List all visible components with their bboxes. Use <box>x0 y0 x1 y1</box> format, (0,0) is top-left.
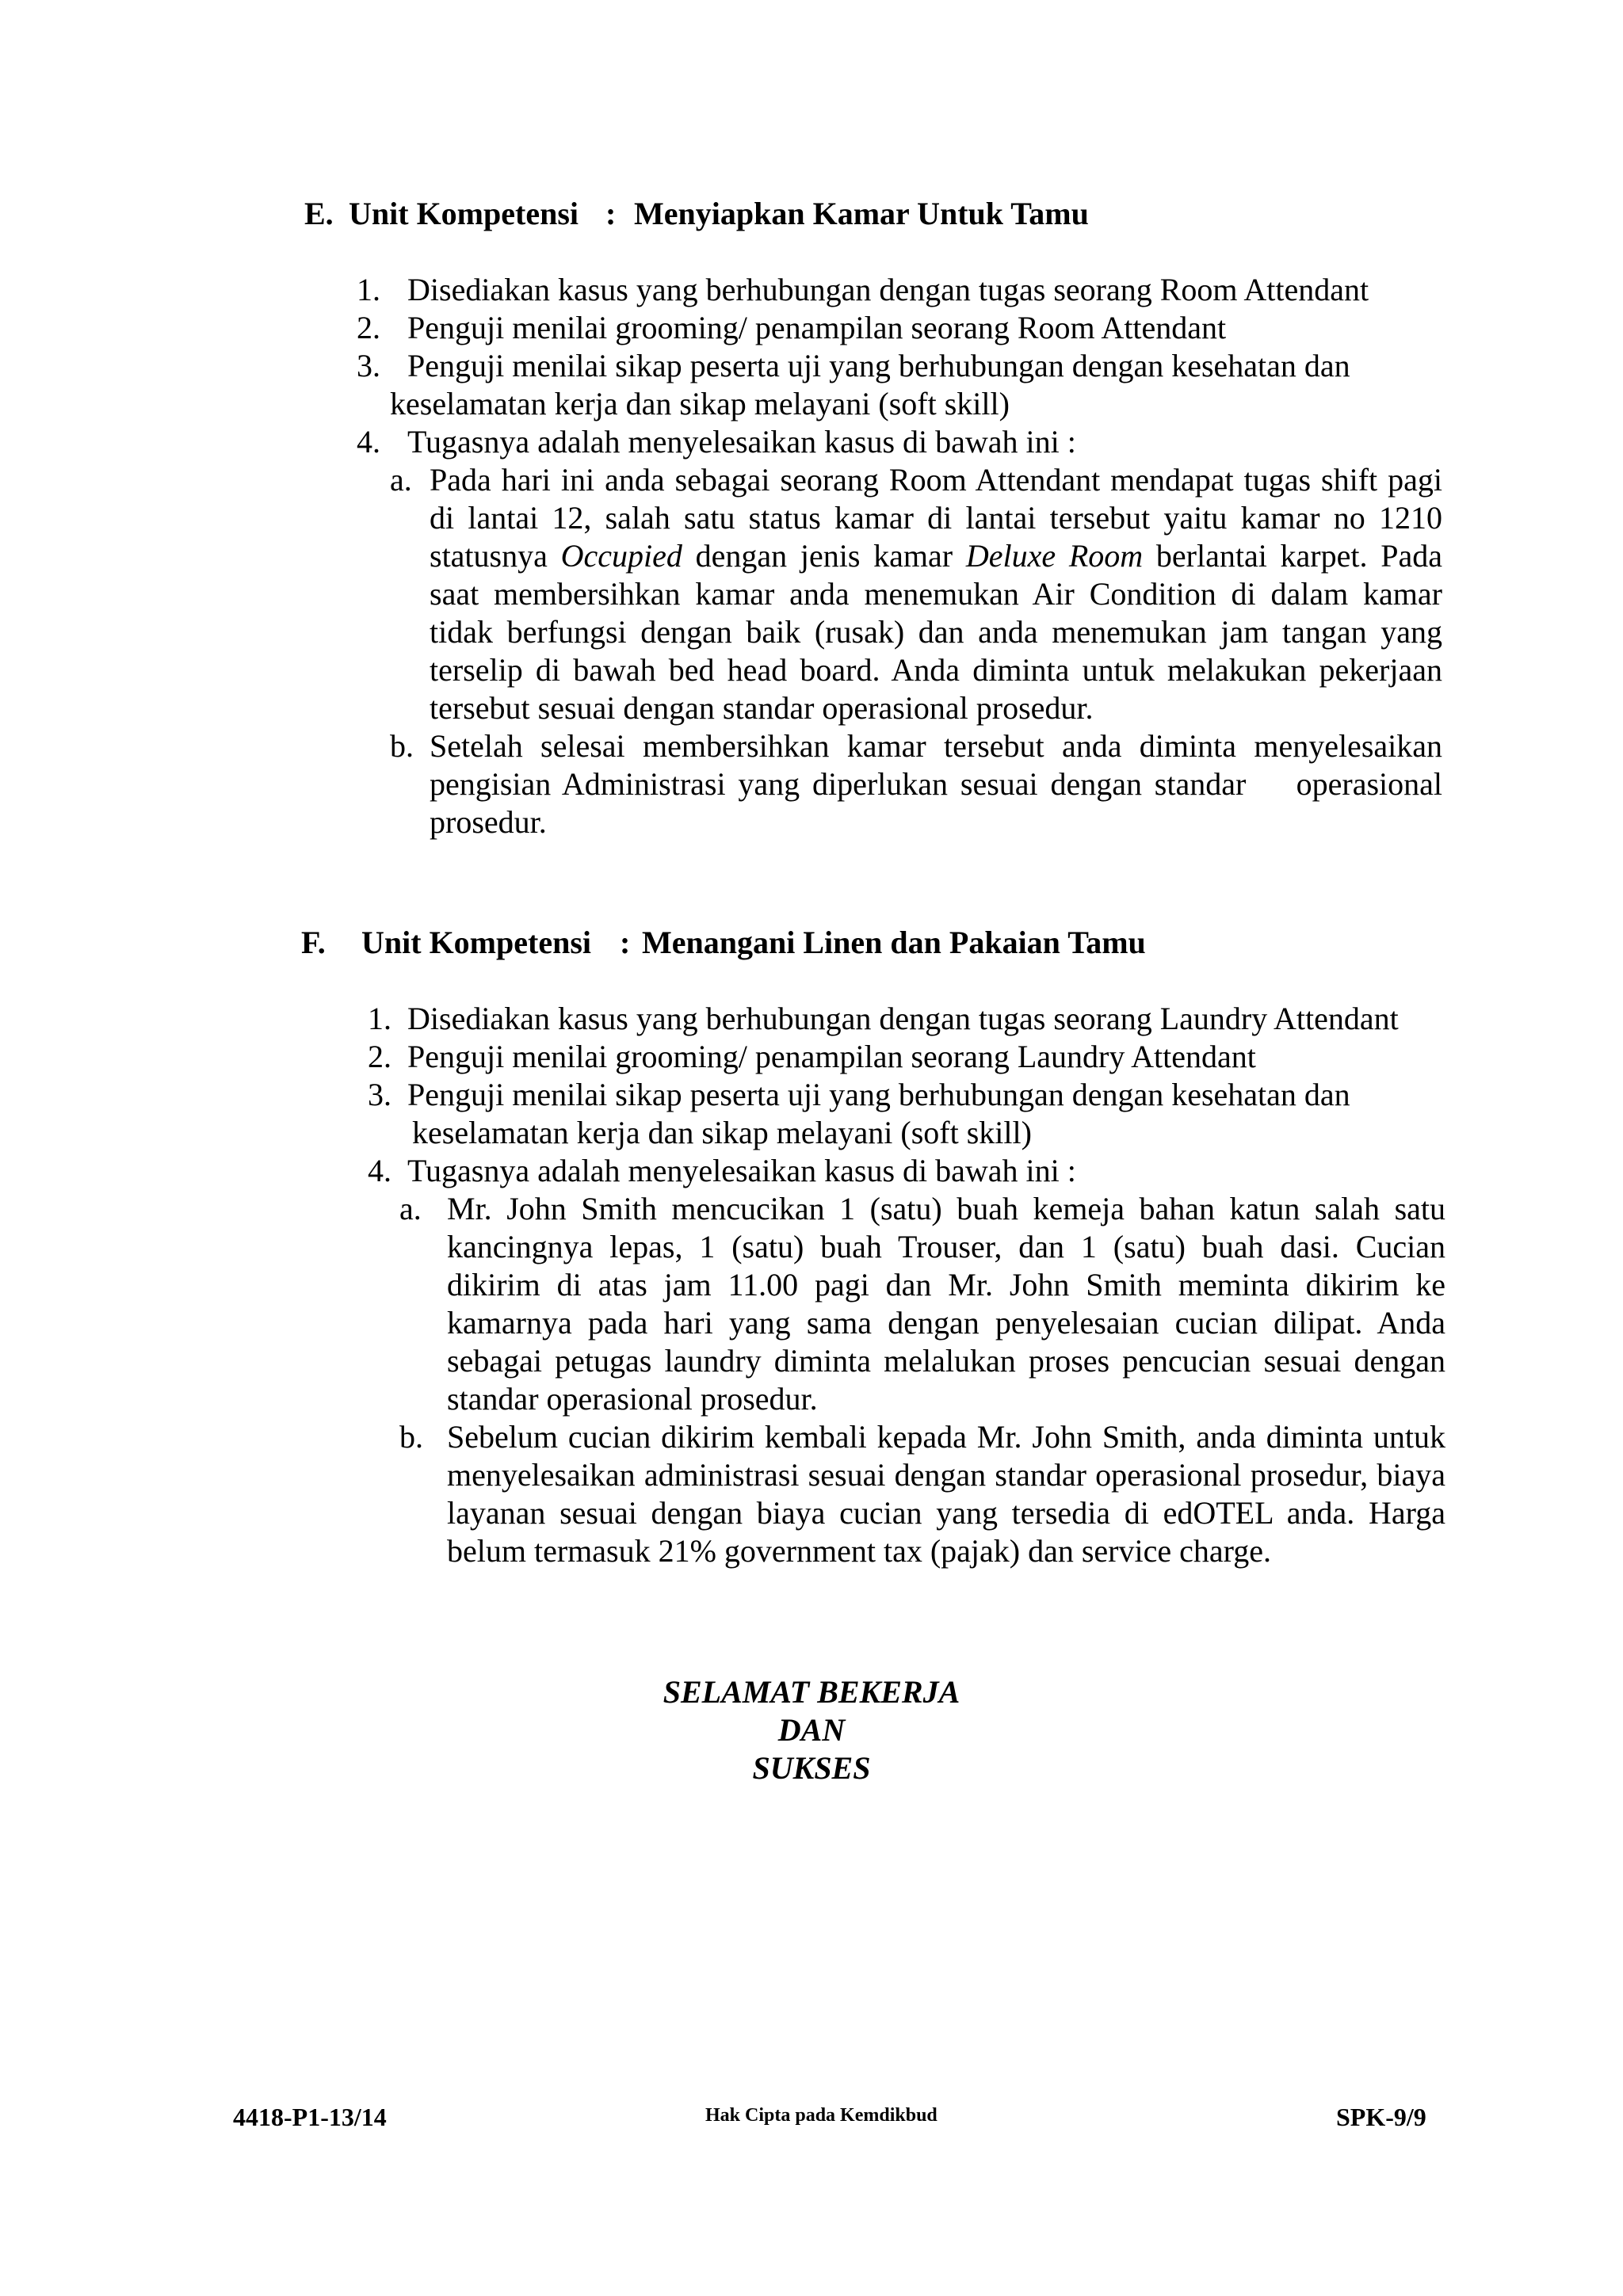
sub-item-text: Setelah selesai membersihkan kamar tersebut anda diminta menyelesaikan pengisian Administrasi yang diperlukan sesuai dengan standar operasional prosedur. <box>430 728 1450 840</box>
section-f-heading <box>301 924 1146 962</box>
list-item <box>357 309 1442 347</box>
section-f-list <box>368 1000 1445 1570</box>
sub-item-text: Sebelum cucian dikirim kembali kepada Mr. John Smith, anda diminta untuk menyelesaikan administrasi sesuai dengan standar operasional prosedur, biaya layanan sesuai dengan biaya cucian yang tersedia di edOTEL anda. Harga belum termasuk 21% government tax (pajak) dan service charge. <box>447 1419 1445 1569</box>
list-item <box>357 271 1442 309</box>
closing-line-2: DAN <box>777 1712 846 1748</box>
italic-term: Deluxe Room <box>965 538 1144 574</box>
item-number: 2. <box>357 310 380 345</box>
list-item <box>368 1076 1445 1114</box>
sub-item-letter: b. <box>390 728 414 764</box>
item-text: Penguji menilai grooming/ penampilan seorang Laundry Attendant <box>407 1039 1256 1074</box>
footer-copyright: Hak Cipta pada Kemdikbud <box>705 2105 938 2126</box>
footer-page-number: SPK-9/9 <box>1336 2103 1426 2131</box>
item-number: 4. <box>357 424 380 460</box>
item-number: 3. <box>357 348 380 383</box>
item-text: Penguji menilai grooming/ penampilan seorang Room Attendant <box>407 310 1227 345</box>
list-item <box>357 347 1442 385</box>
item-text: Penguji menilai sikap peserta uji yang berhubungan dengan kesehatan dan <box>407 1077 1350 1112</box>
sub-item-letter: a. <box>399 1191 422 1226</box>
sub-item-text-part: Pada hari ini anda sebagai seorang Room Attendant mendapat tugas shift pagi di lantai 12, salah satu status kamar di lantai tersebut yaitu kamar no 1210 statusnya <box>430 462 1442 574</box>
item-text: Tugasnya adalah menyelesaikan kasus di bawah ini : <box>407 1153 1076 1188</box>
sub-item-letter: a. <box>390 462 412 498</box>
closing-line-3: SUKSES <box>752 1750 871 1786</box>
sub-item-text-part: dengan jenis kamar <box>682 538 966 574</box>
section-e-list <box>357 271 1450 841</box>
item-number: 1. <box>368 1001 391 1036</box>
item-text: Tugasnya adalah menyelesaikan kasus di bawah ini : <box>407 424 1076 460</box>
section-e-marker: E. <box>304 196 334 231</box>
section-f-colon: : <box>620 925 631 960</box>
section-f-value: Menangani Linen dan Pakaian Tamu <box>642 925 1146 960</box>
list-item <box>368 1152 1445 1190</box>
item-number: 1. <box>357 272 380 307</box>
item-text: Disediakan kasus yang berhubungan dengan tugas seorang Laundry Attendant <box>407 1001 1399 1036</box>
section-e-colon: : <box>605 196 617 231</box>
section-f-marker: F. <box>301 925 326 960</box>
sub-item-text: Mr. John Smith mencucikan 1 (satu) buah kemeja bahan katun salah satu kancingnya lepas, 1 (satu) buah Trouser, dan 1 (satu) buah dasi. Cucian dikirim di atas jam 11.00 pagi dan Mr. John Smith meminta dikirim ke kamarnya pada hari yang sama dengan penyelesaian cucian dilipat. Anda sebagai petugas laundry diminta melalukan proses pencucian sesuai dengan standar operasional prosedur. <box>447 1191 1445 1417</box>
list-item <box>368 1000 1445 1038</box>
item-text: keselamatan kerja dan sikap melayani (soft skill) <box>412 1115 1032 1150</box>
sub-item-text <box>430 461 1442 727</box>
sub-item-text-part: berlantai karpet. Pada saat membersihkan kamar anda menemukan Air Condition di dalam kamar tidak berfungsi dengan baik (rusak) dan anda menemukan jam tangan yang terselip di bawah bed head board. Anda diminta untuk melakukan pekerjaan tersebut sesuai dengan standar operasional prosedur. <box>430 538 1442 726</box>
sub-item-a <box>399 1190 1445 1418</box>
sub-item-a <box>390 461 1442 727</box>
sub-item-letter: b. <box>399 1419 423 1455</box>
footer-code: 4418-P1-13/14 <box>233 2103 387 2131</box>
list-item-continuation <box>368 1114 1445 1152</box>
item-text: Penguji menilai sikap peserta uji yang berhubungan dengan kesehatan dan <box>407 348 1350 383</box>
sub-item-b <box>399 1418 1445 1570</box>
item-number: 3. <box>368 1077 391 1112</box>
section-e-title: Unit Kompetensi <box>349 196 579 231</box>
item-number: 4. <box>368 1153 391 1188</box>
item-text: Disediakan kasus yang berhubungan dengan tugas seorang Room Attendant <box>407 272 1369 307</box>
list-item <box>368 1038 1445 1076</box>
item-number: 2. <box>368 1039 391 1074</box>
sub-item-b <box>390 727 1450 841</box>
closing-line-1: SELAMAT BEKERJA <box>663 1674 960 1710</box>
list-item-continuation <box>357 385 1442 423</box>
item-text: keselamatan kerja dan sikap melayani (soft skill) <box>390 386 1010 421</box>
list-item <box>357 423 1442 461</box>
italic-term: Occupied <box>560 538 682 574</box>
section-f-title: Unit Kompetensi <box>361 925 591 960</box>
section-e-heading <box>304 195 1089 233</box>
section-e-value: Menyiapkan Kamar Untuk Tamu <box>634 196 1089 231</box>
